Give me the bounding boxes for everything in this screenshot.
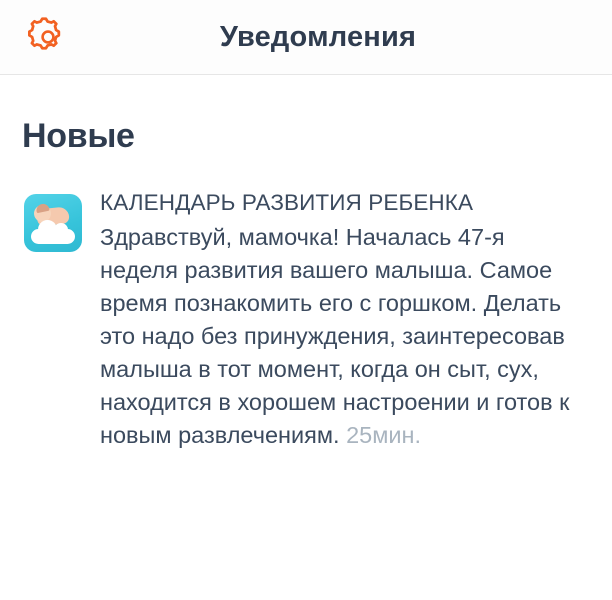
notification-text (100, 221, 586, 452)
settings-button[interactable] (26, 15, 70, 59)
notification-item[interactable] (0, 190, 612, 452)
notification-body (100, 190, 586, 452)
notification-message: Здравствуй, мамочка! Началась 47-я неделя развития вашего малыша. Самое время познакомить его с горшком. Делать это надо без принуждения, заинтересовав малыша в тот момент, когда он сыт, сух, находится в хорошем настроении и готов к новым развлечениям. (100, 224, 570, 448)
page-title: Уведомления (219, 20, 417, 53)
app-header (0, 0, 612, 75)
notification-timestamp: 25мин. (346, 422, 422, 448)
section-heading-new: Новые (22, 117, 135, 155)
avatar (24, 194, 82, 252)
gear-icon (28, 17, 68, 57)
notification-title: КАЛЕНДАРЬ РАЗВИТИЯ РЕБЕНКА (100, 190, 474, 215)
